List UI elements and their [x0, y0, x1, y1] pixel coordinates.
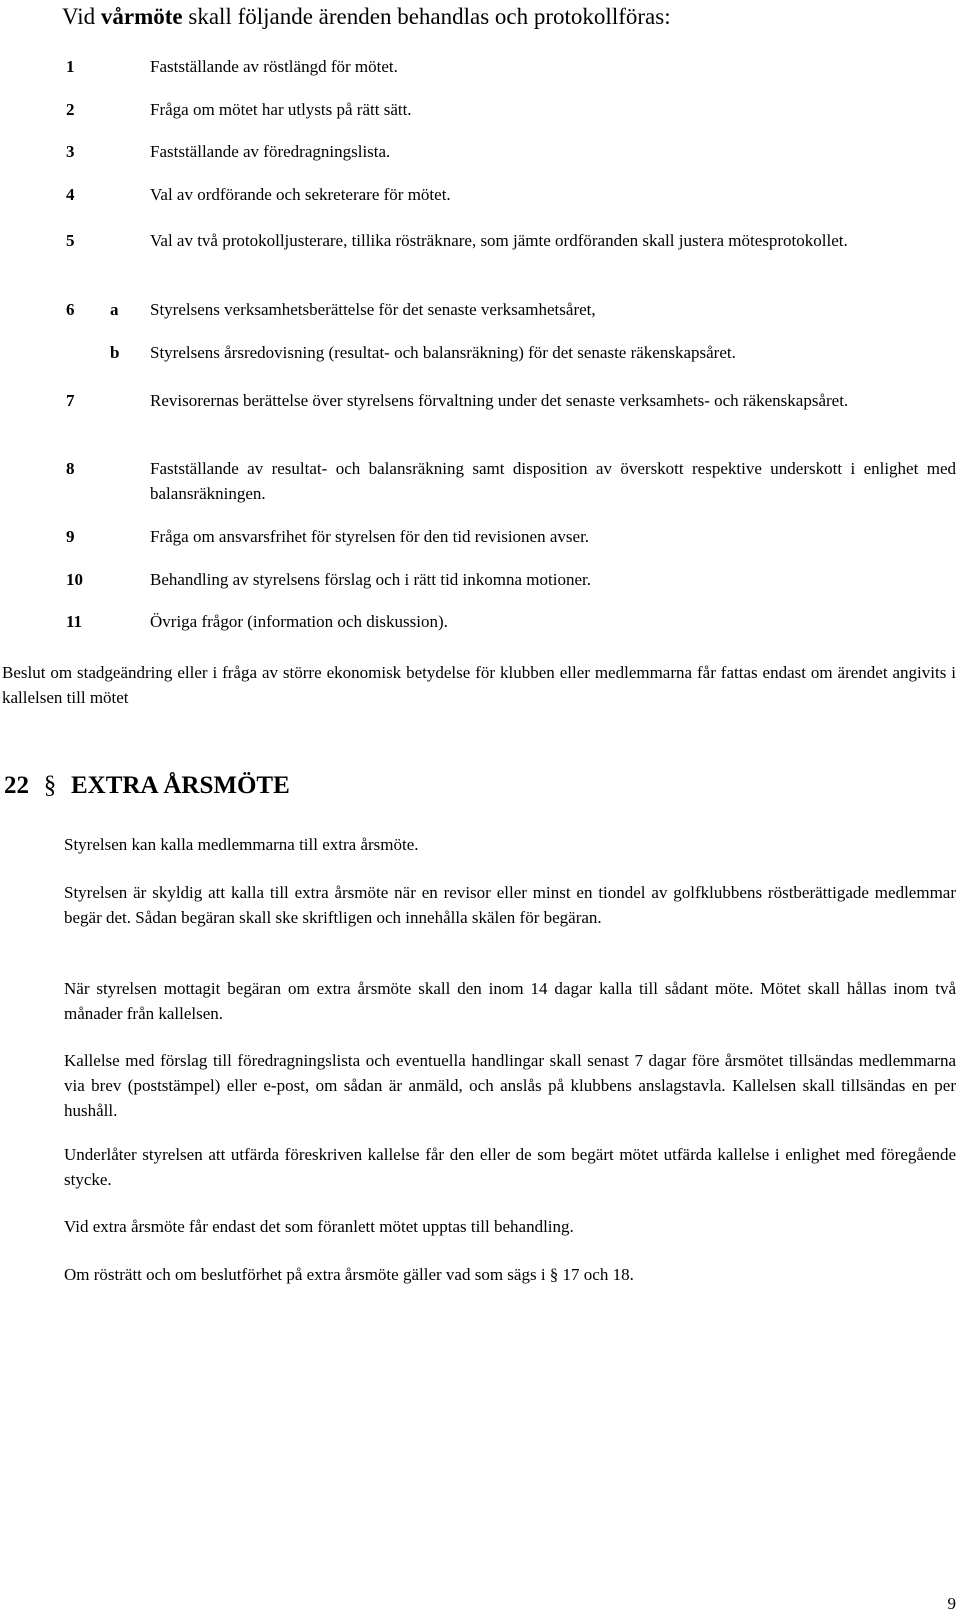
agenda-item-number: 5 [66, 231, 75, 250]
section-title-text: EXTRA ÅRSMÖTE [71, 772, 290, 799]
paragraph-4: Kallelse med förslag till föredragningslista och eventuella handlingar skall senast 7 dagar före årsmötet tillsändas medlemmarna via brev (poststämpel) eller e-post, om sådan är anmäld, och anslås på klubbens anslagstavla. Kallelsen skall tillsändas en per hushåll. [64, 1051, 956, 1120]
heading-bold-word: vårmöte [100, 4, 183, 29]
paragraph-2: Styrelsen är skyldig att kalla till extra årsmöte när en revisor eller minst en tiondel av golfklubbens röstberättigade medlemmar begär det. Sådan begäran skall ske skriftligen och innehålla skälen för begäran. [64, 883, 956, 927]
paragraph-1: Styrelsen kan kalla medlemmarna till extra årsmöte. [64, 835, 419, 854]
agenda-item-number: 8 [66, 459, 75, 478]
paragraph-6: Vid extra årsmöte får endast det som föranlett mötet upptas till behandling. [64, 1217, 574, 1236]
agenda-item-number: 2 [66, 100, 75, 119]
agenda-item-text: Fastställande av resultat- och balansräkning samt disposition av överskott respektive underskott i enlighet med balansräkningen. [150, 459, 956, 503]
agenda-item-number: 6 [66, 300, 75, 319]
agenda-heading [62, 2, 671, 32]
agenda-item-text: Behandling av styrelsens förslag och i rätt tid inkomna motioner. [150, 570, 591, 589]
page-number: 9 [947, 1594, 956, 1613]
agenda-item-number: 3 [66, 142, 75, 161]
heading-prefix: Vid [62, 4, 101, 29]
agenda-item-text: Fastställande av föredragningslista. [150, 142, 391, 161]
decision-note: Beslut om stadgeändring eller i fråga av större ekonomisk betydelse för klubben eller medlemmarna får fattas endast om ärendet angivits i kallelsen till mötet [2, 663, 956, 707]
agenda-item-number: 11 [66, 612, 83, 631]
agenda-item-number: 10 [66, 570, 83, 589]
agenda-item-text: Styrelsens årsredovisning (resultat- och balansräkning) för det senaste räkenskapsåret. [150, 343, 736, 362]
section-symbol: § [43, 772, 57, 799]
agenda-item-text: Val av två protokolljusterare, tillika rösträknare, som jämte ordföranden skall justera mötesprotokollet. [150, 231, 848, 250]
section-heading [4, 770, 290, 802]
agenda-item-text: Revisorernas berättelse över styrelsens förvaltning under det senaste verksamhets- och räkenskapsåret. [150, 391, 849, 410]
agenda-item-sub-letter: a [110, 300, 119, 319]
paragraph-5: Underlåter styrelsen att utfärda föreskriven kallelse får den eller de som begärt mötet utfärda kallelse i enlighet med föregående stycke. [64, 1145, 956, 1189]
agenda-item-text: Fastställande av röstlängd för mötet. [150, 57, 398, 76]
agenda-item-number: 7 [66, 391, 75, 410]
section-number: 22 [4, 772, 29, 799]
agenda-item-text: Fråga om mötet har utlysts på rätt sätt. [150, 100, 412, 119]
agenda-item-number: 1 [66, 57, 75, 76]
agenda-item-number: 4 [66, 185, 75, 204]
agenda-item-text: Val av ordförande och sekreterare för mötet. [150, 185, 451, 204]
heading-suffix: skall följande ärenden behandlas och protokollföras: [182, 4, 671, 29]
paragraph-3: När styrelsen mottagit begäran om extra årsmöte skall den inom 14 dagar kalla till sådant möte. Mötet skall hållas inom två månader från kallelsen. [64, 979, 956, 1023]
agenda-item-text: Fråga om ansvarsfrihet för styrelsen för den tid revisionen avser. [150, 527, 590, 546]
agenda-item-number: 9 [66, 527, 75, 546]
paragraph-7: Om rösträtt och om beslutförhet på extra årsmöte gäller vad som sägs i § 17 och 18. [64, 1265, 634, 1284]
agenda-item-text: Övriga frågor (information och diskussion). [150, 612, 448, 631]
agenda-item-sub-letter: b [110, 343, 120, 362]
agenda-item-text: Styrelsens verksamhetsberättelse för det senaste verksamhetsåret, [150, 300, 596, 319]
